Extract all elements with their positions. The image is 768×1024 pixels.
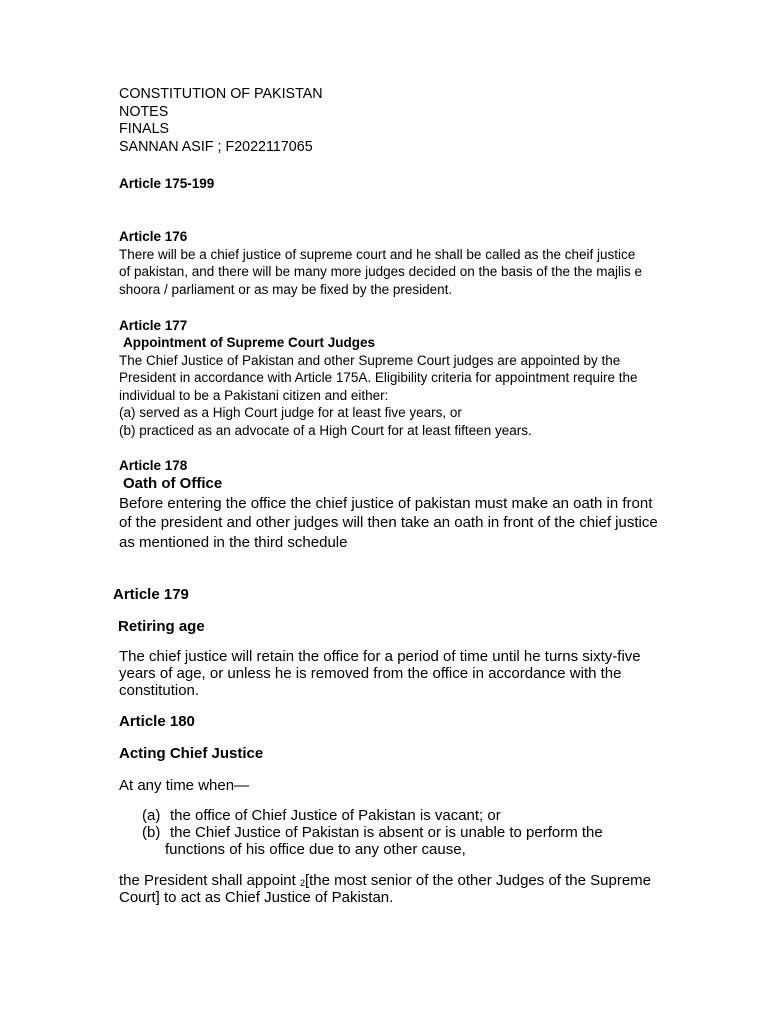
header-finals: FINALS [119,121,170,137]
article-177-line: (a) served as a High Court judge for at least five years, or [119,405,462,420]
article-177-line: (b) practiced as an advocate of a High Court for at least fifteen years. [119,422,532,438]
footnote-ref: 2 [299,878,305,888]
article-180-subheading: Acting Chief Justice [119,745,264,762]
article-176-line: There will be a chief justice of supreme court and he shall be called as the cheif justice [119,246,636,262]
article-177-line: individual to be a Pakistani citizen and either: [119,387,389,403]
article-180-closing-line2: Court] to act as Chief Justice of Pakistan. [119,889,394,906]
article-179-line: The chief justice will retain the office for a period of time until he turns sixty-five [119,648,641,665]
article-176-line: shoora / parliament or as may be fixed by the president. [119,281,453,297]
header-author: SANNAN ASIF ; F2022117065 [119,138,313,155]
list-item-b: the Chief Justice of Pakistan is absent or is unable to perform the [170,824,603,841]
list-item-b-continued: functions of his office due to any other cause, [165,841,466,858]
list-marker-b: (b) [142,824,161,841]
article-177-line: President in accordance with Article 175A. Eligibility criteria for appointment require the [119,370,638,385]
list-item-a: the office of Chief Justice of Pakistan is vacant; or [170,807,501,824]
article-180-heading: Article 180 [119,713,195,730]
article-177-subheading: Appointment of Supreme Court Judges [123,335,376,350]
article-178-line: as mentioned in the third schedule [119,533,348,551]
article-177-heading: Article 177 [119,317,188,333]
document-title: CONSTITUTION OF PAKISTAN [119,86,323,102]
article-178-heading: Article 178 [119,458,188,473]
article-176-line: of pakistan, and there will be many more judges decided on the basis of the the majlis e [119,264,643,279]
article-179-subheading: Retiring age [118,618,205,635]
article-179-heading: Article 179 [113,586,189,603]
article-177-line: The Chief Justice of Pakistan and other Supreme Court judges are appointed by the [119,352,621,368]
range-heading: Article 175-199 [119,176,215,191]
article-178-line: of the president and other judges will then take an oath in front of the chief justice [119,514,658,531]
article-176-heading: Article 176 [119,229,188,244]
article-178-line: Before entering the office the chief justice of pakistan must make an oath in front [119,494,653,512]
list-marker-a: (a) [142,807,161,824]
closing-text-cont: [the most senior of the other Judges of the Supreme [304,872,652,889]
article-180-intro: At any time when— [119,777,250,794]
header-notes: NOTES [119,103,169,120]
article-179-line: constitution. [119,682,200,699]
article-179-line: years of age, or unless he is removed from the office in accordance with the [119,665,622,682]
article-178-subheading: Oath of Office [123,475,223,492]
closing-text: the President shall appoint [119,872,300,889]
